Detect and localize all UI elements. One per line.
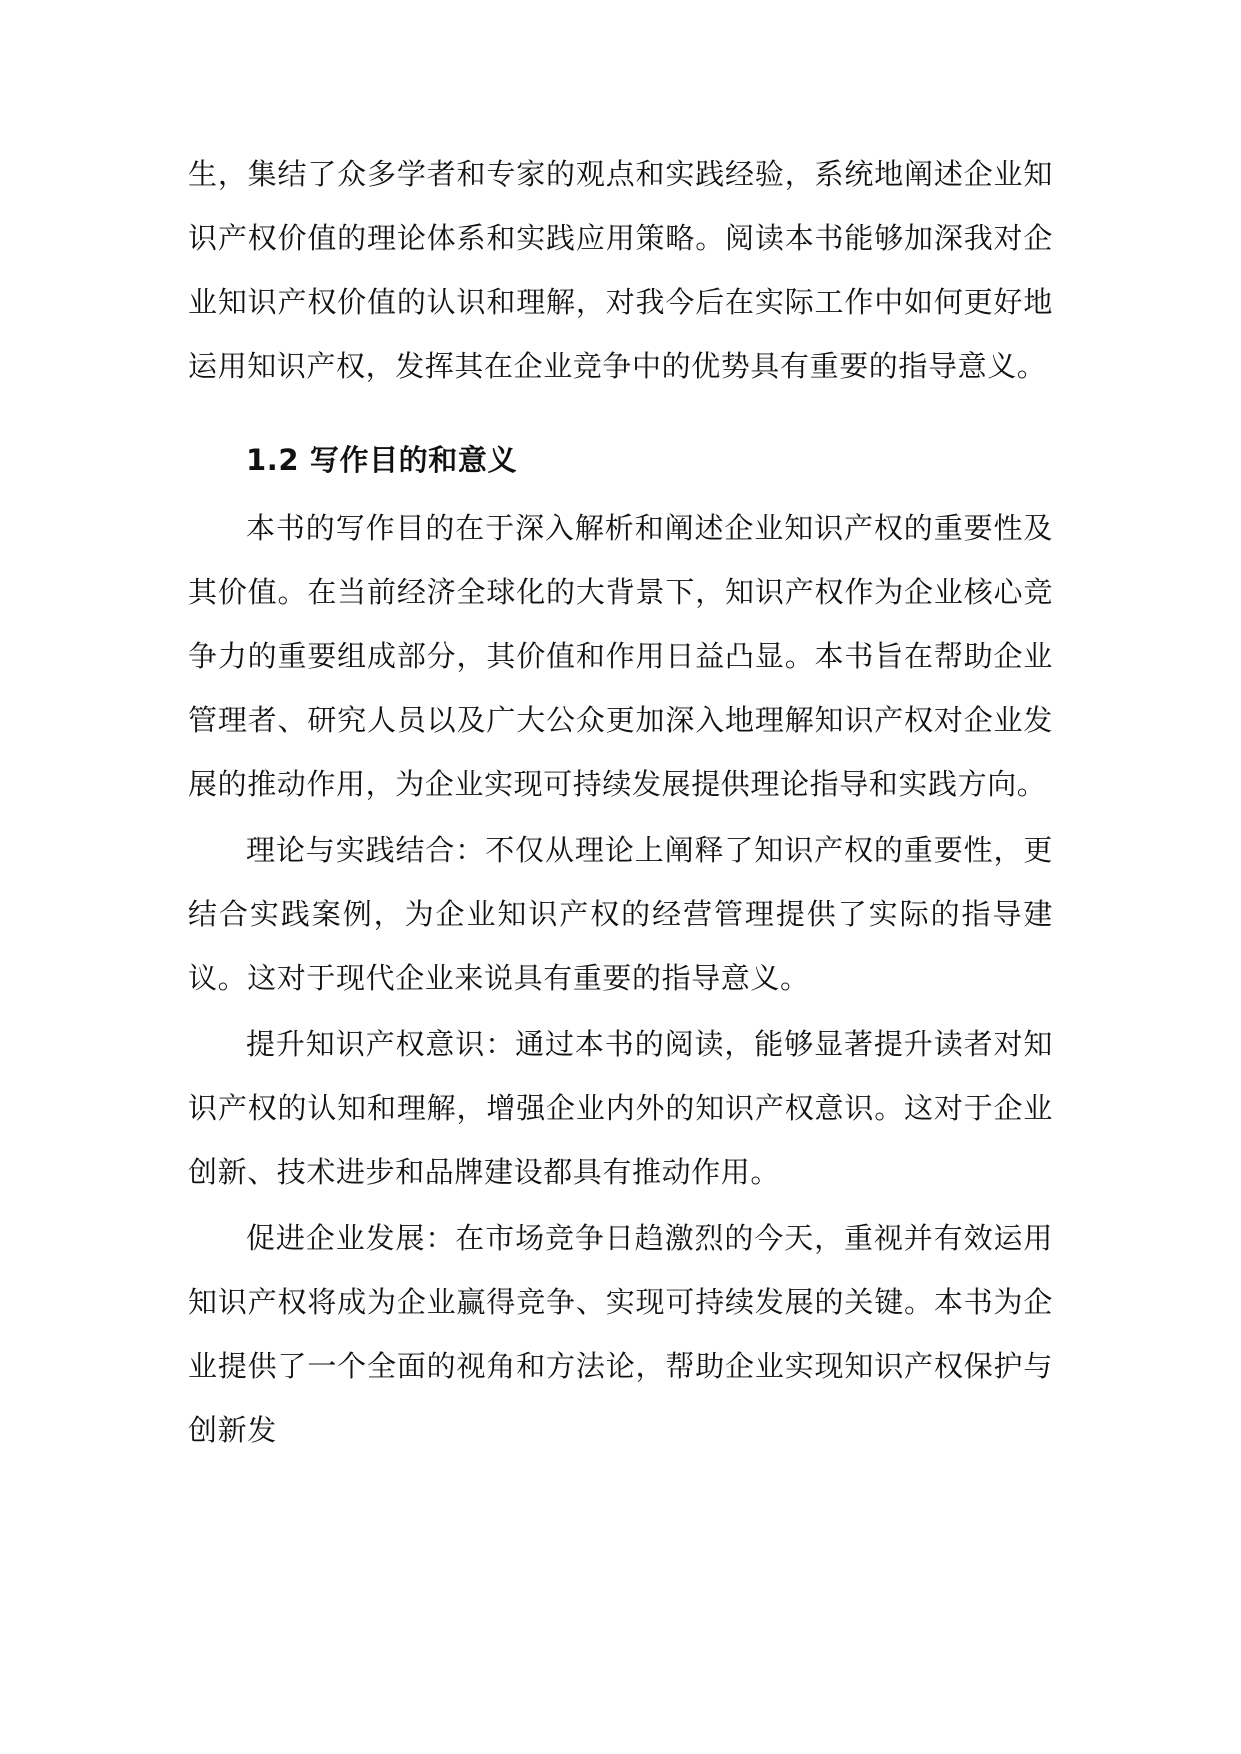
paragraph-purpose: 本书的写作目的在于深入解析和阐述企业知识产权的重要性及其价值。在当前经济全球化的大背景下，知识产权作为企业核心竞争力的重要组成部分，其价值和作用日益凸显。本书旨在帮助企业管理者、研究人员以及广大公众更加深入地理解知识产权对企业发展的推动作用，为企业实现可持续发展提供理论指导和实践方向。: [188, 511, 1053, 801]
paragraph-theory-practice: 理论与实践结合：不仅从理论上阐释了知识产权的重要性，更结合实践案例，为企业知识产权的经营管理提供了实际的指导建议。这对于现代企业来说具有重要的指导意义。: [188, 833, 1053, 995]
paragraph-intro-continuation: 生，集结了众多学者和专家的观点和实践经验，系统地阐述企业知识产权价值的理论体系和实践应用策略。阅读本书能够加深我对企业知识产权价值的认识和理解，对我今后在实际工作中如何更好地运用知识产权，发挥其在企业竞争中的优势具有重要的指导意义。: [188, 157, 1053, 383]
paragraph-development: 促进企业发展：在市场竞争日趋激烈的今天，重视并有效运用知识产权将成为企业赢得竞争、实现可持续发展的关键。本书为企业提供了一个全面的视角和方法论，帮助企业实现知识产权保护与创新发: [188, 1221, 1053, 1447]
document-page: [188, 142, 1053, 1462]
paragraph-awareness: 提升知识产权意识：通过本书的阅读，能够显著提升读者对知识产权的认知和理解，增强企业内外的知识产权意识。这对于企业创新、技术进步和品牌建设都具有推动作用。: [188, 1027, 1053, 1189]
section-heading: 1.2 写作目的和意义: [246, 443, 518, 477]
